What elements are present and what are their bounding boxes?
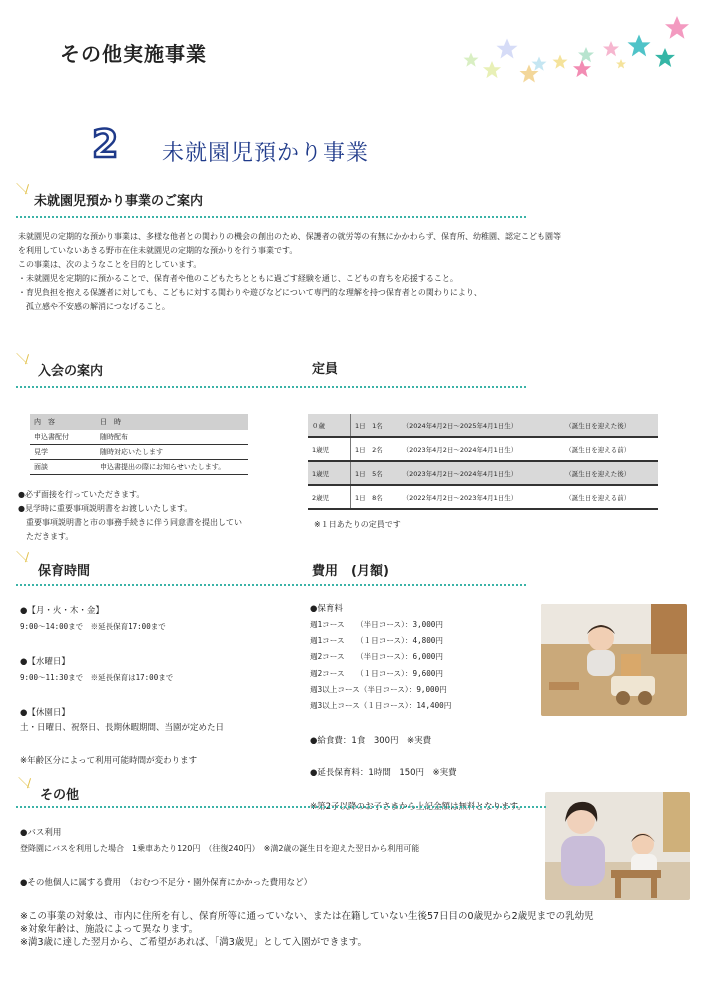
table-cell: （誕生日を迎える前）	[561, 437, 658, 461]
intro-line: この事業は、次のようなことを目的としています。	[18, 260, 202, 269]
table-row	[30, 430, 248, 445]
fee-row: 週2コース （１日コース）：9,600円	[310, 668, 443, 678]
footer-line: ※対象年齢は、施設によって異なります。	[20, 924, 199, 935]
table-cell: ０歳	[308, 414, 351, 437]
table-cell: 1日 8名	[351, 485, 399, 509]
intro-line: 未就園児の定期的な預かり事業は、多様な他者との関わりの機会の創出のため、保護者の就労等の有無にかかわらず、保育所、幼稚園、認定こども園等	[18, 232, 562, 241]
hours-divider	[16, 584, 526, 586]
fee-row: 週3以上コース（１日コース）：14,400円	[310, 701, 452, 711]
table-cell: 申込書配付	[30, 430, 96, 445]
footer-notes	[20, 910, 594, 949]
table-row	[308, 437, 658, 461]
fee-row: 週1コース （１日コース）：4,800円	[310, 636, 443, 646]
footer-line: ※満3歳に達した翌月から、ご希望があれば、「満3歳児」として入園ができます。	[20, 937, 368, 948]
table-cell: （2023年4月2日～2024年4月1日生）	[399, 461, 562, 485]
toddler-playing-photo	[541, 604, 687, 716]
hours-label: ●【水曜日】	[20, 657, 70, 667]
footer-line: ※この事業の対象は、市内に住所を有し、保育所等に通っていない、または在籍していない生後57日目の0歳児から2歳児までの乳幼児	[20, 911, 594, 922]
star-decoration-icon	[455, 12, 700, 92]
table-row	[30, 460, 248, 475]
sparkle-icon: ＼∕	[16, 550, 27, 564]
sparkle-icon: ＼∕	[16, 182, 27, 196]
hours-block	[20, 604, 166, 634]
table-cell: 申込書提出の際にお知らせいたします。	[96, 460, 248, 475]
page-title: その他実施事業	[60, 42, 207, 66]
fees-label: ●保育料	[310, 604, 343, 614]
table-cell: 1日 2名	[351, 437, 399, 461]
hours-label: ●【月・火・木・金】	[20, 606, 104, 616]
section-number: 2	[92, 122, 119, 166]
table-cell: 2歳児	[308, 485, 351, 509]
note-line: ただきます。	[18, 532, 74, 541]
sparkle-icon: ＼∕	[16, 352, 27, 366]
table-row	[30, 445, 248, 460]
capacity-heading: 定員	[312, 362, 339, 377]
intro-divider	[16, 216, 526, 218]
table-cell: （2024年4月2日～2025年4月1日生）	[399, 414, 562, 437]
capacity-note: ※１日あたりの定員です	[314, 520, 401, 529]
bus-label: ●バス利用	[20, 828, 62, 838]
hours-block	[20, 655, 173, 685]
note-line: ●見学時に重要事項説明書をお渡しいたします。	[18, 504, 193, 513]
sparkle-icon: ＼∕	[18, 776, 29, 790]
table-cell: 随時対応いたします	[96, 445, 248, 460]
table-cell: （2023年4月2日～2024年4月1日生）	[399, 437, 562, 461]
table-header: 日 時	[96, 414, 248, 430]
note-line: ●必ず面接を行っていただきます。	[18, 490, 145, 499]
intro-line: ・未就園児を定期的に預かることで、保育者や他のこどもたちとともに過ごす経験を通じ、こどもの育ちを応援すること。	[18, 274, 458, 283]
bus-detail: 登降園にバスを利用した場合 1乗車あたり120円 （往復240円） ※満2歳の誕生日を迎えた翌日から利用可能	[20, 844, 420, 853]
table-cell: 1歳児	[308, 461, 351, 485]
personal-cost: ●その他個人に属する費用 （おむつ不足分・園外保育にかかった費用など）	[20, 878, 313, 888]
other-divider	[16, 806, 546, 808]
fee-row: 週2コース （半日コース）：6,000円	[310, 652, 443, 662]
sibling-note: ※第2子以降のお子さまから上記金額は無料となります。	[310, 802, 526, 812]
hours-note: ※年齢区分によって利用可能時間が変わります	[20, 756, 198, 766]
fees-block	[310, 602, 451, 714]
table-cell: 見学	[30, 445, 96, 460]
table-cell: （誕生日を迎えた後）	[561, 461, 658, 485]
intro-line: 孤立感や不安感の解消につなげること。	[18, 302, 170, 311]
hours-label: ●【休園日】	[20, 708, 70, 718]
fee-row: 週3以上コース（半日コース）：9,000円	[310, 684, 447, 694]
meal-fee: ●給食費：1食 300円 ※実費	[310, 736, 432, 746]
hours-detail: 9:00～14:00まで ※延長保育17:00まで	[20, 622, 166, 631]
table-cell: 1日 5名	[351, 461, 399, 485]
table-cell: （2022年4月2日～2023年4月1日生）	[399, 485, 562, 509]
enrollment-divider	[16, 386, 526, 388]
hours-detail: 9:00～11:30まで ※延長保育は17:00まで	[20, 673, 174, 682]
table-row	[308, 485, 658, 509]
hours-heading: 保育時間	[38, 564, 91, 579]
table-cell: 面談	[30, 460, 96, 475]
table-cell: （誕生日を迎える前）	[561, 485, 658, 509]
table-row	[308, 461, 658, 485]
intro-line: を利用していないあきる野市在住未就園児の定期的な預かりを行う事業です。	[18, 246, 298, 255]
intro-heading: 未就園児預かり事業のご案内	[34, 194, 204, 209]
caregiver-with-child-photo	[545, 792, 690, 900]
intro-line: ・育児負担を抱える保護者に対しても、こどもに対する関わりや遊びなどについて専門的な理解を持つ保育者との関わりにより、	[18, 288, 482, 297]
table-cell: （誕生日を迎えた後）	[561, 414, 658, 437]
note-line: 重要事項説明書と市の事務手続きに伴う同意書を提出してい	[18, 518, 242, 527]
section-title: 未就園児預かり事業	[162, 141, 370, 166]
table-header: 内 容	[30, 414, 96, 430]
hours-block	[20, 706, 224, 736]
hours-detail: 土・日曜日、祝祭日、長期休暇期間、当園が定めた日	[20, 723, 225, 733]
fee-row: 週1コース （半日コース）：3,000円	[310, 620, 443, 629]
extension-fee: ●延長保育料：1時間 150円 ※実費	[310, 768, 457, 778]
table-cell: 1日 1名	[351, 414, 399, 437]
bus-block	[20, 826, 419, 856]
table-cell: 1歳児	[308, 437, 351, 461]
other-heading: その他	[40, 788, 80, 803]
fees-heading: 費用 (月額)	[312, 564, 389, 579]
table-cell: 随時配布	[96, 430, 248, 445]
capacity-table	[308, 414, 658, 510]
table-row	[308, 414, 658, 437]
enrollment-heading: 入会の案内	[38, 364, 104, 379]
enrollment-notes	[18, 488, 242, 544]
enrollment-table	[30, 414, 248, 475]
intro-text	[18, 230, 561, 314]
